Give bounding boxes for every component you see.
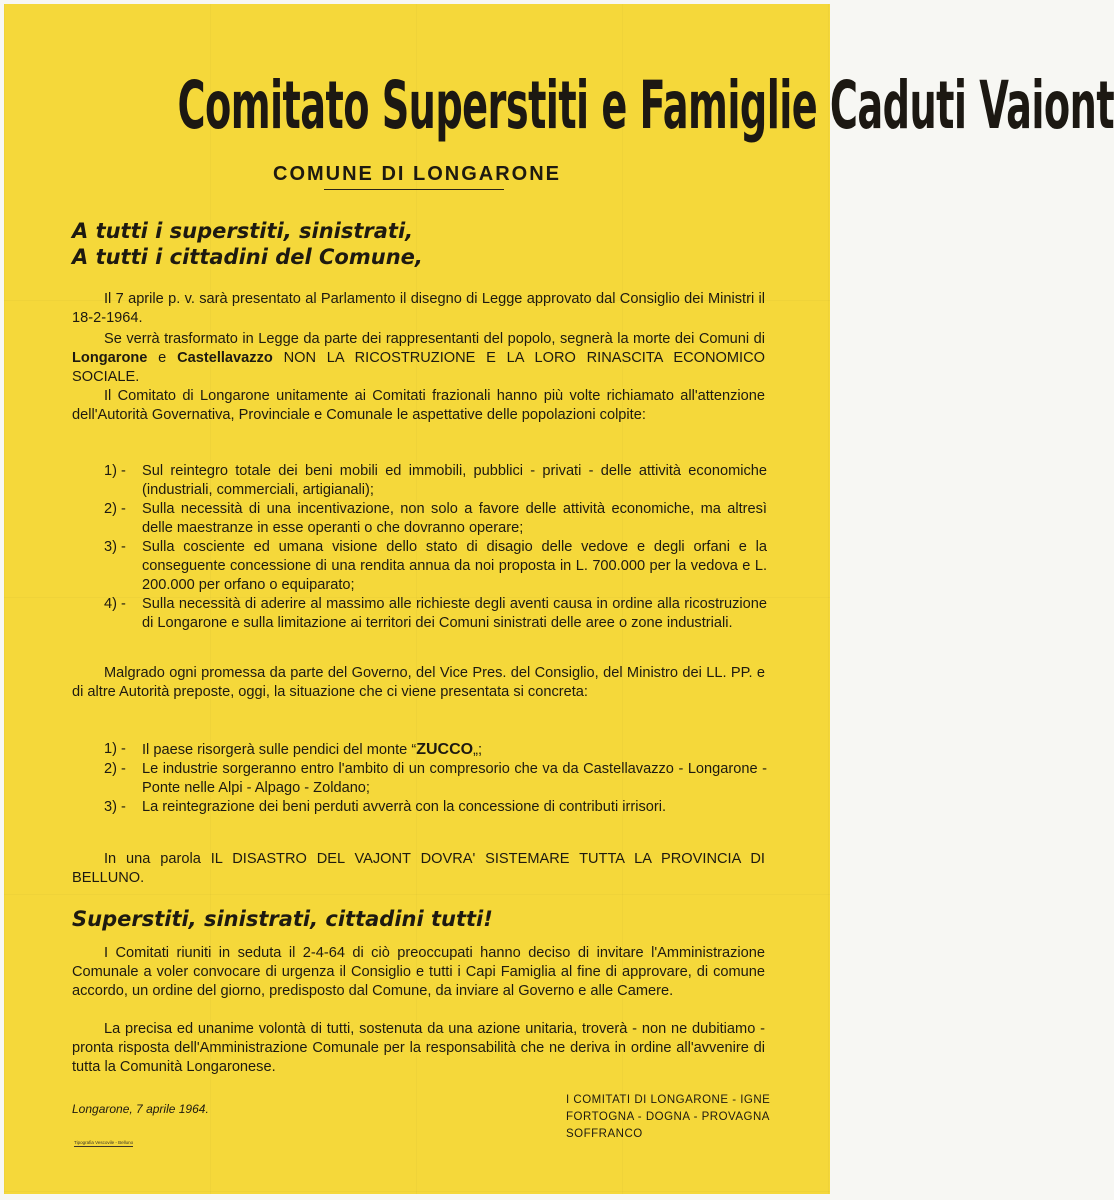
paragraph-2-longarone: Longarone [72,350,148,366]
list-item [104,760,767,798]
paragraph-2 [72,330,765,387]
paragraph-2-text-a: Se verrà trasformato in Legge da parte dei rappresentanti del popolo, segnerà la morte dei Comuni di [104,331,765,347]
list-item-text: La reintegrazione dei beni perduti avverrà con la concessione di contributi irrisori. [142,799,667,815]
paragraph-5 [72,850,765,888]
paragraph-2-text-c: e [147,350,178,366]
greeting-line-1: A tutti i superstiti, sinistrati, [72,219,414,243]
place-date: Longarone, 7 aprile 1964. [72,1102,209,1116]
list-item-text: Il paese risorgerà sulle pendici del monte “ [142,742,417,758]
list-item-text: Sulla necessità di aderire al massimo alle richieste degli aventi causa in ordine alla ricostruzione di Longarone e sulla limitazione ai territori dei Comuni sinistrati delle aree o zone industriali. [142,596,767,631]
list-item [104,595,767,633]
greeting-heading [72,218,423,270]
list-item-text: Sulla cosciente ed umana visione dello stato di disagio delle vedove e degli orfani e la conseguente concessione di una rendita annua da noi proposta in L. 700.000 per la vedova e L. 200.000 per orfano o equiparato; [142,539,767,593]
second-heading: Superstiti, sinistrati, cittadini tutti! [72,907,493,931]
list-item-number: 3) - [104,799,126,815]
poster-title: Comitato Superstiti e Famiglie Caduti Vaiont [177,67,1114,144]
paragraph-7-text: La precisa ed unanime volontà di tutti, sostenuta da una azione unitaria, troverà - non ne dubitiamo - pronta risposta dell'Amministrazione Comunale per la responsabilità che ne deriva in ordine all'avvenire di tutta la Comunità Longaronese. [72,1021,765,1075]
situation-list [104,740,767,817]
subtitle-underline [324,189,504,190]
list-item-number: 4) - [104,596,126,612]
paragraph-6 [72,944,765,1001]
signature-line-3: SOFFRANCO [566,1128,643,1140]
list-item [104,538,767,595]
poster [4,4,1114,1194]
paragraph-3-text: Il Comitato di Longarone unitamente ai Comitati frazionali hanno più volte richiamato all'attenzione dell'Autorità Governativa, Provinciale e Comunale le aspettative delle popolazioni colpite: [72,388,765,423]
paragraph-4-text: Malgrado ogni promessa da parte del Governo, del Vice Pres. del Consiglio, del Ministro dei LL. PP. e di altre Autorità preposte, oggi, la situazione che ci viene presentata si concreta: [72,665,765,700]
list-item-text: Sulla necessità di una incentivazione, non solo a favore delle attività economiche, ma altresì delle maestranze in esse operanti o che dovranno operare; [142,501,767,536]
signature-block [566,1092,776,1143]
zucco-emphasis: ZUCCO [416,741,474,758]
list-item-text: Le industrie sorgeranno entro l'ambito di un compresorio che va da Castellavazzo - Longarone - Ponte nelle Alpi - Alpago - Zoldano; [142,761,767,796]
list-item [104,798,767,817]
paragraph-7 [72,1020,765,1077]
list-item-number: 2) - [104,501,126,517]
paragraph-3 [72,387,765,425]
paragraph-1-text: Il 7 aprile p. v. sarà presentato al Parlamento il disegno di Legge approvato dal Consiglio dei Ministri il 18-2-1964. [72,291,765,326]
list-item [104,500,767,538]
list-item-number: 1) - [104,741,126,757]
list-item [104,462,767,500]
greeting-line-2: A tutti i cittadini del Comune, [72,245,423,269]
signature-line-1: I COMITATI DI LONGARONE - IGNE [566,1094,771,1106]
poster-subtitle: COMUNE DI LONGARONE [273,163,561,185]
list-item-number: 2) - [104,761,126,777]
paragraph-2-text-e: NON LA RICOSTRUZIONE E LA LORO RINASCITA ECONOMICO SOCIALE. [72,350,765,385]
printer-imprint: Tipografia Vescovile - Belluno [74,1140,134,1145]
signature-line-2: FORTOGNA - DOGNA - PROVAGNA [566,1111,770,1123]
paragraph-2-castellavazzo: Castellavazzo [177,350,273,366]
expectations-list [104,462,767,633]
list-item-number: 1) - [104,463,126,479]
list-item-number: 3) - [104,539,126,555]
paragraph-6-text: I Comitati riuniti in seduta il 2-4-64 di ciò preoccupati hanno deciso di invitare l'Amministrazione Comunale a voler convocare di urgenza il Consiglio e tutti i Capi Famiglia al fine di approvare, di comune accordo, un ordine del giorno, predisposto dal Comune, da inviare al Governo e alle Camere. [72,945,765,999]
list-item [104,740,767,760]
list-item-text: Sul reintegro totale dei beni mobili ed immobili, pubblici - privati - delle attività economiche (industriali, commerciali, artigianali); [142,463,767,498]
paragraph-4 [72,664,765,702]
paragraph-5-text: In una parola IL DISASTRO DEL VAJONT DOVRA' SISTEMARE TUTTA LA PROVINCIA DI BELLUNO. [72,851,765,886]
paragraph-1 [72,290,765,328]
list-item-text-end: „; [473,742,482,758]
